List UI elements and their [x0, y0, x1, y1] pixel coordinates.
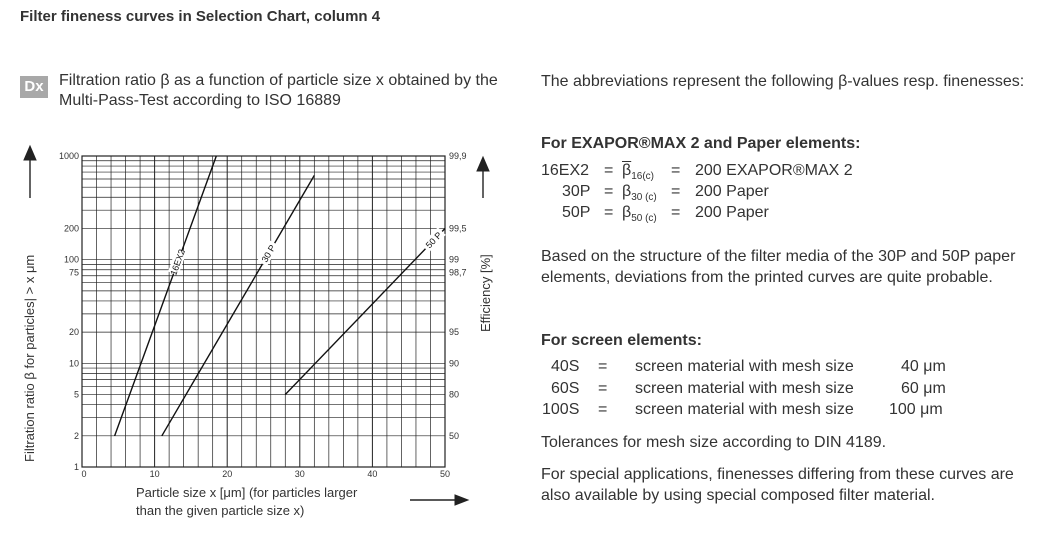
section-badge: Dx: [20, 76, 48, 98]
curve-16ex2: [115, 156, 217, 436]
structure-note: Based on the structure of the filter media of the 30P and 50P paper elements, deviations from the printed curves are quite probable.: [541, 248, 1016, 286]
y-tick-label: 100: [63, 254, 79, 265]
x-label-line2: than the given particle size x): [136, 503, 305, 518]
efficiency-tick-label: 90: [449, 358, 460, 369]
curve-label: 50 P: [423, 229, 444, 251]
curve-label: 30 P: [259, 242, 278, 265]
exapor-heading: For EXAPOR®MAX 2 and Paper elements:: [541, 135, 861, 152]
efficiency-tick-label: 50: [449, 430, 460, 441]
chart-grid: [82, 156, 445, 467]
screen-desc: screen material with mesh size: [635, 401, 854, 418]
screen-desc: screen material with mesh size: [635, 380, 854, 397]
screen-eq: =: [598, 380, 608, 397]
screen-code: 40S: [551, 358, 580, 375]
plot-frame: [82, 156, 445, 467]
y-tick-label: 1: [73, 462, 79, 472]
y-tick-label: 1000: [58, 151, 79, 161]
x-label-line1: Particle size x [μm] (for particles larger: [136, 485, 358, 500]
efficiency-tick-label: 80: [449, 389, 460, 400]
y-tick-label: 75: [68, 267, 79, 278]
special-note: For special applications, finenesses differing from these curves are also available by using special composed filter material.: [541, 466, 1014, 504]
efficiency-tick-label: 95: [449, 327, 460, 338]
abbrev-intro: The abbreviations represent the following β-values resp. finenesses:: [541, 73, 1025, 90]
chart-intro: Filtration ratio β as a function of particle size x obtained by the Multi-Pass-Test according to ISO 16889: [59, 72, 498, 109]
screen-eq: =: [598, 401, 608, 418]
screen-size: 100 μm: [889, 401, 943, 418]
screen-size: 60 μm: [901, 380, 946, 397]
x-tick-label: 10: [149, 469, 160, 479]
efficiency-tick-label: 99,5: [449, 223, 467, 234]
x-tick-label: 0: [81, 469, 87, 479]
screen-code: 60S: [551, 380, 580, 397]
x-tick-label: 40: [367, 469, 378, 479]
tolerance-note: Tolerances for mesh size according to DIN 4189.: [541, 434, 887, 451]
y-left-label: Filtration ratio β for particles| > x μm: [22, 254, 37, 462]
screen-eq: =: [598, 358, 608, 375]
y-right-label: Efficiency [%]: [478, 254, 493, 332]
screen-code: 100S: [542, 401, 580, 418]
screen-heading: For screen elements:: [541, 332, 702, 349]
curve-label: 16EX2: [168, 247, 188, 277]
y-tick-label: 10: [68, 358, 79, 369]
screen-size: 40 μm: [901, 358, 946, 375]
screen-desc: screen material with mesh size: [635, 358, 854, 375]
efficiency-tick-label: 99: [449, 254, 460, 265]
x-tick-label: 20: [222, 469, 233, 479]
x-tick-label: 50: [439, 469, 451, 479]
efficiency-tick-label: 98,7: [449, 267, 467, 278]
page-title: Filter fineness curves in Selection Chart, column 4: [20, 8, 381, 25]
curve-50p: [285, 228, 445, 394]
chart-ticks: [59, 151, 467, 479]
chart-curves: [115, 156, 446, 436]
y-tick-label: 200: [63, 223, 79, 234]
y-tick-label: 20: [68, 327, 79, 338]
x-tick-label: 30: [294, 469, 305, 479]
y-tick-label: 5: [73, 389, 79, 400]
curve-30p: [162, 175, 314, 435]
filtration-chart: [0, 140, 540, 530]
efficiency-tick-label: 99,9: [449, 151, 467, 161]
y-tick-label: 2: [73, 430, 79, 441]
